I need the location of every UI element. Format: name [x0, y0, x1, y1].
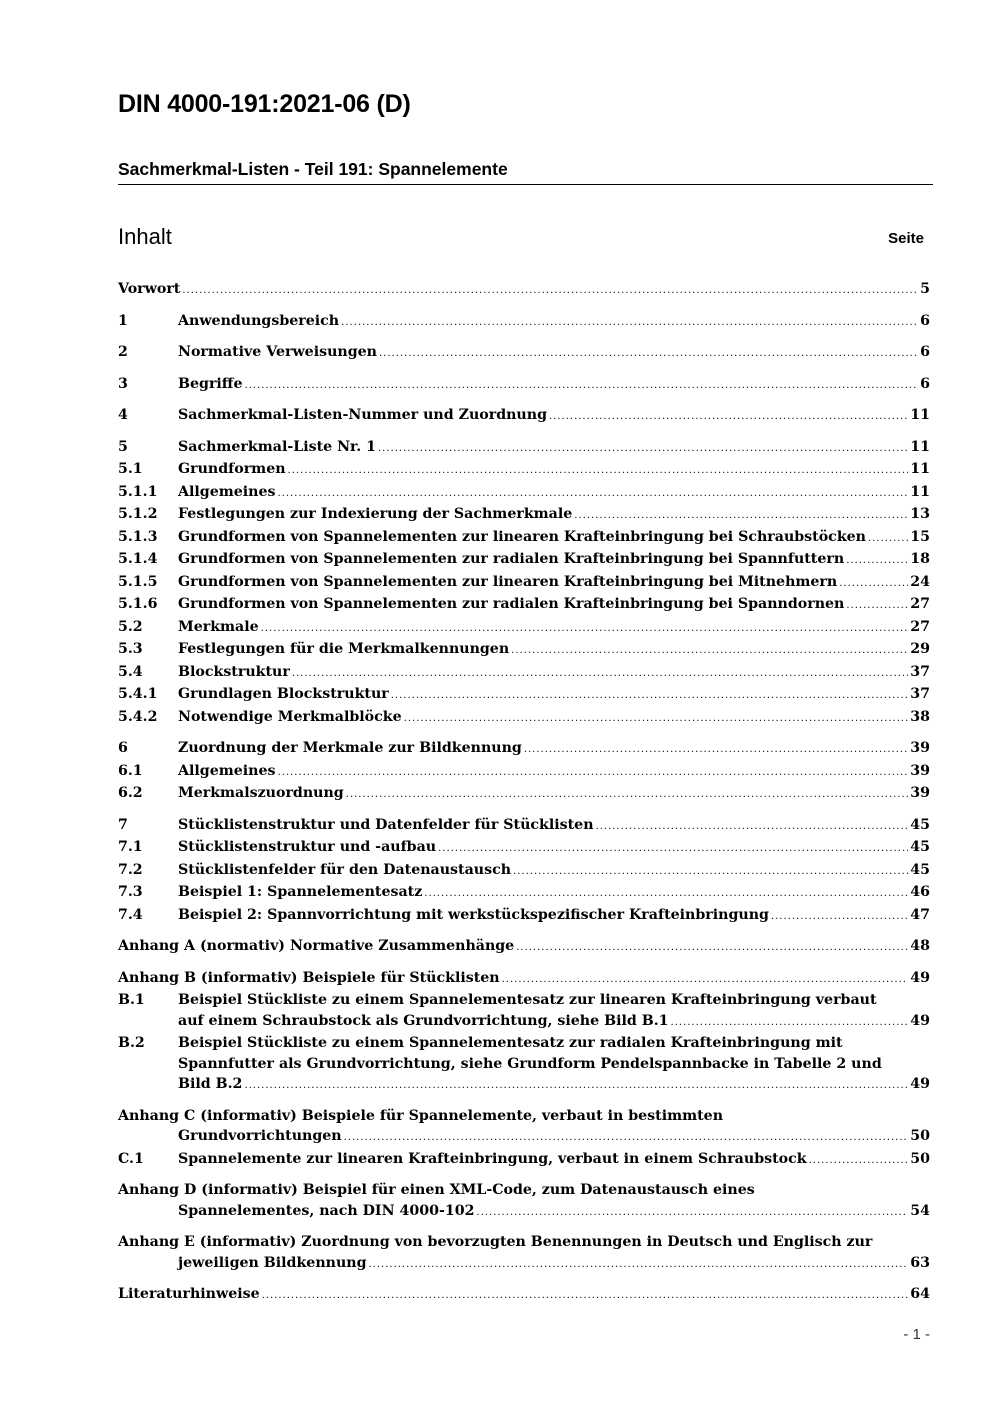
- toc-entry-page: 5: [920, 281, 930, 297]
- toc-entry-title: Anhang E (informativ) Zuordnung von bevorzugten Benennungen in Deutsch und Englisch zur: [118, 1234, 873, 1250]
- toc-entry-page: 27: [910, 596, 930, 612]
- toc-entry[interactable]: [118, 1033, 930, 1097]
- toc-entry-page: 49: [910, 1076, 930, 1092]
- toc-entry[interactable]: [118, 837, 930, 860]
- toc-entry[interactable]: [118, 311, 930, 334]
- toc-entry-page: 37: [910, 686, 930, 702]
- toc-entry-title: Sachmerkmal-Listen-Nummer und Zuordnung: [178, 407, 547, 423]
- toc-leader-dots: [839, 574, 908, 595]
- toc-entry-number: 5: [118, 438, 128, 455]
- toc-entry-page: 11: [910, 461, 930, 477]
- toc-entry-number: 7.4: [118, 906, 143, 923]
- toc-entry[interactable]: [118, 1180, 930, 1223]
- toc-entry-number: 4: [118, 407, 128, 423]
- toc-leader-dots: [809, 1151, 909, 1172]
- toc-entry-number: 5.2: [118, 618, 143, 635]
- toc-entry-number: 5.4: [118, 663, 143, 680]
- table-of-contents: [118, 279, 930, 1307]
- toc-entry-number: 6.1: [118, 762, 143, 779]
- toc-entry-page: 11: [910, 438, 930, 455]
- toc-entry-number: 3: [118, 375, 128, 392]
- toc-entry-page: 47: [910, 906, 930, 923]
- toc-entry-number: 5.1: [118, 461, 143, 477]
- toc-leader-dots: [476, 1203, 908, 1224]
- toc-entry-number: B.2: [118, 1035, 145, 1051]
- toc-leader-dots: [596, 817, 909, 838]
- toc-entry[interactable]: [118, 594, 930, 617]
- toc-entry-page: 50: [910, 1150, 930, 1167]
- toc-entry-page: 45: [910, 816, 930, 833]
- toc-entry-page: 39: [910, 785, 930, 801]
- toc-entry-title: Stücklistenfelder für den Datenaustausch: [178, 861, 512, 878]
- toc-entry-number: 5.1.4: [118, 551, 158, 567]
- toc-entry-title: Notwendige Merkmalblöcke: [178, 708, 402, 725]
- toc-entry-page: 45: [910, 861, 930, 878]
- toc-entry-title: Begriffe: [178, 375, 243, 392]
- toc-entry[interactable]: [118, 437, 930, 460]
- toc-entry-title: Bild B.2: [178, 1076, 243, 1092]
- toc-entry[interactable]: [118, 374, 930, 397]
- toc-leader-dots: [574, 506, 908, 527]
- toc-entry-title: Anhang C (informativ) Beispiele für Spannelemente, verbaut in bestimmten: [118, 1107, 724, 1124]
- toc-leader-dots: [511, 641, 908, 662]
- toc-entry-page: 63: [910, 1254, 930, 1271]
- toc-entry-number: 6: [118, 740, 128, 756]
- toc-entry-number: 5.1.1: [118, 483, 158, 500]
- toc-entry[interactable]: [118, 707, 930, 730]
- toc-leader-dots: [502, 970, 909, 991]
- toc-entry-number: 5.3: [118, 641, 143, 657]
- toc-leader-dots: [344, 1128, 909, 1149]
- toc-entry-page: 6: [920, 375, 930, 392]
- document-title: DIN 4000-191:2021-06 (D): [118, 90, 411, 118]
- toc-entry-number: 2: [118, 344, 128, 360]
- toc-entry[interactable]: [118, 1149, 930, 1172]
- toc-entry-title: Normative Verweisungen: [178, 344, 377, 360]
- toc-entry[interactable]: [118, 783, 930, 806]
- toc-entry-page: 15: [910, 528, 930, 545]
- toc-entry-number: 5.4.2: [118, 708, 158, 725]
- toc-entry-page: 13: [910, 506, 930, 522]
- toc-entry-title: Festlegungen für die Merkmalkennungen: [178, 641, 510, 657]
- toc-entry-page: 50: [910, 1128, 930, 1144]
- toc-entry-title: Allgemeines: [178, 483, 276, 500]
- toc-entry-title: Merkmale: [178, 618, 259, 635]
- toc-leader-dots: [391, 686, 909, 707]
- toc-entry[interactable]: [118, 572, 930, 595]
- toc-entry-title: jeweiligen Bildkennung: [178, 1254, 367, 1271]
- toc-entry-page: 64: [910, 1286, 930, 1302]
- toc-entry-title: Grundformen von Spannelementen zur radialen Krafteinbringung bei Spanndornen: [178, 596, 845, 612]
- toc-leader-dots: [292, 664, 908, 685]
- toc-entry[interactable]: [118, 738, 930, 761]
- toc-entry[interactable]: [118, 761, 930, 784]
- toc-leader-dots: [288, 461, 909, 482]
- toc-entry[interactable]: [118, 342, 930, 365]
- toc-leader-dots: [404, 709, 909, 730]
- toc-leader-dots: [379, 344, 918, 365]
- toc-entry-page: 11: [910, 407, 930, 423]
- page-number: - 1 -: [903, 1326, 930, 1343]
- toc-entry-title: Sachmerkmal-Liste Nr. 1: [178, 438, 376, 455]
- toc-entry-title: Grundvorrichtungen: [178, 1128, 342, 1144]
- toc-entry-title: Grundformen von Spannelementen zur radialen Krafteinbringung bei Spannfuttern: [178, 551, 845, 567]
- toc-entry-title: Literaturhinweise: [118, 1286, 260, 1302]
- toc-entry-title: Stücklistenstruktur und Datenfelder für Stücklisten: [178, 816, 594, 833]
- toc-leader-dots: [868, 529, 908, 550]
- toc-entry-title: auf einem Schraubstock als Grundvorrichtung, siehe Bild B.1: [178, 1012, 669, 1029]
- toc-entry-title: Spannelemente zur linearen Krafteinbringung, verbaut in einem Schraubstock: [178, 1150, 807, 1167]
- toc-entry-number: 7: [118, 816, 128, 833]
- toc-entry[interactable]: [118, 504, 930, 527]
- toc-entry-page: 45: [910, 839, 930, 855]
- toc-entry-page: 27: [910, 618, 930, 635]
- toc-entry-number: 6.2: [118, 785, 143, 801]
- toc-entry[interactable]: [118, 684, 930, 707]
- toc-leader-dots: [262, 1286, 909, 1307]
- toc-entry[interactable]: [118, 482, 930, 505]
- toc-entry-page: 24: [910, 573, 930, 590]
- toc-entry-number: C.1: [118, 1150, 144, 1167]
- toc-leader-dots: [513, 862, 908, 883]
- toc-leader-dots: [846, 596, 908, 617]
- toc-entry-page: 38: [910, 708, 930, 725]
- toc-entry-number: 5.4.1: [118, 686, 158, 702]
- toc-entry-page: 39: [910, 740, 930, 756]
- toc-entry-title: Beispiel 2: Spannvorrichtung mit werkstückspezifischer Krafteinbringung: [178, 906, 769, 923]
- toc-entry-number: B.1: [118, 992, 145, 1008]
- toc-entry-page: 39: [910, 762, 930, 779]
- toc-leader-dots: [846, 551, 908, 572]
- toc-leader-dots: [341, 313, 918, 334]
- toc-leader-dots: [549, 407, 908, 428]
- toc-leader-dots: [182, 281, 918, 302]
- toc-leader-dots: [438, 839, 908, 860]
- toc-entry-title: Grundformen: [178, 461, 286, 477]
- toc-entry[interactable]: [118, 1106, 930, 1149]
- toc-entry-page: 6: [920, 344, 930, 360]
- toc-entry[interactable]: [118, 527, 930, 550]
- toc-entry-number: 7.1: [118, 839, 143, 855]
- toc-entry[interactable]: [118, 1232, 930, 1275]
- toc-leader-dots: [346, 785, 909, 806]
- toc-leader-dots: [424, 884, 908, 905]
- toc-entry-title: Beispiel 1: Spannelementesatz: [178, 884, 423, 900]
- toc-entry[interactable]: [118, 905, 930, 928]
- toc-entry[interactable]: [118, 549, 930, 572]
- toc-entry-page: 6: [920, 312, 930, 329]
- toc-entry-title: Beispiel Stückliste zu einem Spannelementesatz zur radialen Krafteinbringung mit: [178, 1035, 843, 1051]
- toc-entry-title: Stücklistenstruktur und -aufbau: [178, 839, 437, 855]
- toc-entry-title: Grundformen von Spannelementen zur linearen Krafteinbringung bei Schraubstöcken: [178, 528, 866, 545]
- toc-entry[interactable]: [118, 968, 930, 991]
- toc-leader-dots: [278, 763, 909, 784]
- toc-entry[interactable]: [118, 405, 930, 428]
- toc-entry-title: Grundformen von Spannelementen zur linearen Krafteinbringung bei Mitnehmern: [178, 573, 838, 590]
- toc-entry[interactable]: [118, 936, 930, 959]
- toc-entry-page: 37: [910, 663, 930, 680]
- toc-entry-page: 11: [910, 483, 930, 500]
- toc-entry-title: Zuordnung der Merkmale zur Bildkennung: [178, 740, 522, 756]
- toc-entry-number: 5.1.2: [118, 506, 158, 522]
- toc-entry[interactable]: [118, 815, 930, 838]
- toc-leader-dots: [369, 1255, 909, 1276]
- toc-leader-dots: [671, 1013, 909, 1034]
- toc-entry-title: Blockstruktur: [178, 663, 290, 680]
- toc-entry[interactable]: [118, 662, 930, 685]
- toc-entry[interactable]: [118, 990, 930, 1033]
- toc-leader-dots: [378, 439, 908, 460]
- toc-entry-title: Spannfutter als Grundvorrichtung, siehe Grundform Pendelspannbacke in Tabelle 2 und: [178, 1055, 882, 1072]
- toc-entry[interactable]: [118, 882, 930, 905]
- toc-entry-title: Anhang B (informativ) Beispiele für Stücklisten: [118, 969, 500, 986]
- toc-leader-dots: [244, 376, 918, 397]
- toc-leader-dots: [516, 938, 908, 959]
- toc-entry[interactable]: [118, 860, 930, 883]
- document-subtitle: Sachmerkmal-Listen - Teil 191: Spannelemente: [118, 159, 933, 185]
- toc-entry-title: Anwendungsbereich: [178, 312, 340, 329]
- toc-leader-dots: [278, 484, 909, 505]
- toc-entry-title: Anhang D (informativ) Beispiel für einen XML-Code, zum Datenaustausch eines: [118, 1182, 755, 1198]
- toc-entry-number: 5.1.5: [118, 573, 158, 590]
- toc-entry-page: 48: [910, 938, 930, 954]
- toc-entry-number: 7.2: [118, 861, 143, 878]
- toc-leader-dots: [261, 619, 909, 640]
- toc-entry-page: 49: [910, 969, 930, 986]
- toc-entry[interactable]: [118, 617, 930, 640]
- toc-entry-title: Festlegungen zur Indexierung der Sachmerkmale: [178, 506, 573, 522]
- toc-heading: Inhalt: [118, 224, 172, 249]
- toc-entry-page: 29: [910, 641, 930, 657]
- toc-entry[interactable]: [118, 279, 930, 302]
- toc-entry-title: Vorwort: [118, 281, 181, 297]
- toc-entry-number: 5.1.3: [118, 528, 158, 545]
- toc-entry-page: 54: [910, 1202, 930, 1219]
- toc-entry-page: 49: [910, 1012, 930, 1029]
- toc-entry-title: Beispiel Stückliste zu einem Spannelementesatz zur linearen Krafteinbringung verbaut: [178, 992, 877, 1008]
- toc-leader-dots: [771, 907, 908, 928]
- toc-leader-dots: [524, 740, 908, 761]
- toc-leader-dots: [244, 1076, 908, 1097]
- toc-entry-number: 7.3: [118, 884, 143, 900]
- toc-page-label: Seite: [888, 230, 924, 247]
- toc-entry-page: 46: [910, 884, 930, 900]
- toc-entry-title: Grundlagen Blockstruktur: [178, 686, 389, 702]
- toc-entry[interactable]: [118, 459, 930, 482]
- toc-entry[interactable]: [118, 639, 930, 662]
- toc-entry[interactable]: [118, 1284, 930, 1307]
- toc-entry-page: 18: [910, 551, 930, 567]
- toc-entry-title: Spannelementes, nach DIN 4000-102: [178, 1202, 475, 1219]
- toc-entry-title: Anhang A (normativ) Normative Zusammenhänge: [118, 938, 515, 954]
- toc-entry-number: 5.1.6: [118, 596, 158, 612]
- toc-entry-number: 1: [118, 312, 128, 329]
- toc-entry-title: Allgemeines: [178, 762, 276, 779]
- toc-entry-title: Merkmalszuordnung: [178, 785, 344, 801]
